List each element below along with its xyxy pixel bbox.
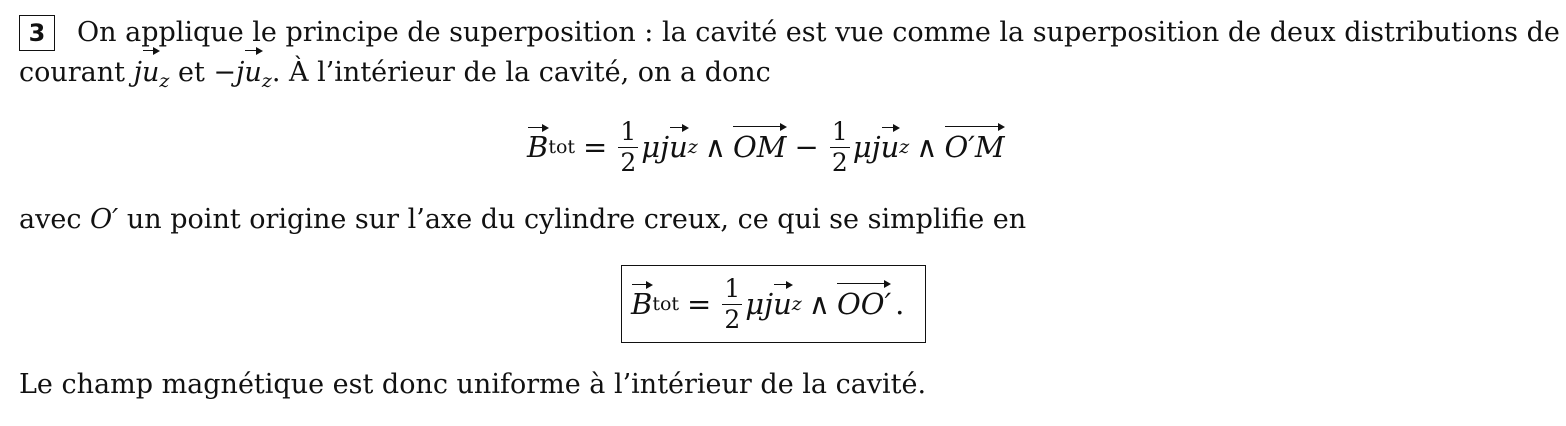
subscript-z-eq1b: z	[899, 136, 910, 158]
fraction-half-result: $\frac{1}{2}$	[724, 273, 741, 334]
equals-sign: =	[583, 130, 608, 164]
line2-start: courant	[19, 57, 126, 88]
math-minus-j: −j	[213, 57, 245, 88]
conclusion-text: Le champ magnétique est donc uniforme à l’intérieur de la cavité.	[19, 369, 927, 400]
equation-result	[631, 270, 904, 338]
fraction-half-2: $\frac{1}{2}$	[831, 116, 848, 177]
vector-uz: u	[669, 130, 688, 164]
vector-B-result: B	[631, 287, 652, 321]
subscript-z-eq1: z	[687, 136, 698, 158]
equation-superposition	[527, 112, 1005, 182]
subscript-z-result: z	[791, 293, 802, 315]
p2-start: avec	[19, 204, 82, 235]
wedge-operator-result: ∧	[808, 287, 831, 321]
p2-end: un point origine sur l’axe du cylindre creux, ce qui se simplifie en	[126, 204, 1027, 235]
period: .	[895, 287, 905, 321]
question-line-2	[19, 53, 771, 101]
question-text-line-1: On applique le principe de superposition : la cavité est vue comme la superposition de deux distributions de	[77, 17, 1560, 48]
vector-u-2: u	[244, 53, 261, 93]
factor-mu-j: μj	[641, 130, 670, 164]
subscript-z-2: z	[261, 70, 272, 92]
subscript-tot-result: tot	[652, 293, 680, 315]
question-number-wrapper	[19, 15, 77, 51]
equals-sign-result: =	[687, 287, 712, 321]
vector-OOprime: OO′	[837, 287, 891, 321]
symbol-Oprime: O′	[90, 204, 119, 235]
fraction-half: $\frac{1}{2}$	[620, 116, 637, 177]
factor-mu-j-2: μj	[852, 130, 881, 164]
vector-uz-2: u	[881, 130, 900, 164]
wedge-operator: ∧	[704, 130, 727, 164]
line2-end: . À l’intérieur de la cavité, on a donc	[271, 57, 771, 88]
vector-u: u	[142, 53, 159, 93]
subscript-tot: tot	[548, 136, 576, 158]
wedge-operator-2: ∧	[916, 130, 938, 164]
vector-OprimeM: O′M	[945, 130, 1005, 164]
vector-uz-result: u	[773, 287, 792, 321]
line2-mid: et	[177, 57, 205, 88]
vector-OM: OM	[733, 130, 786, 164]
question-number-badge: 3	[19, 15, 55, 51]
math-j: j	[133, 57, 142, 88]
vector-B: B	[527, 130, 548, 164]
factor-mu-j-result: μj	[745, 287, 774, 321]
paragraph-origin	[19, 200, 1026, 240]
subscript-z: z	[159, 70, 170, 92]
minus-sign: −	[794, 130, 819, 164]
